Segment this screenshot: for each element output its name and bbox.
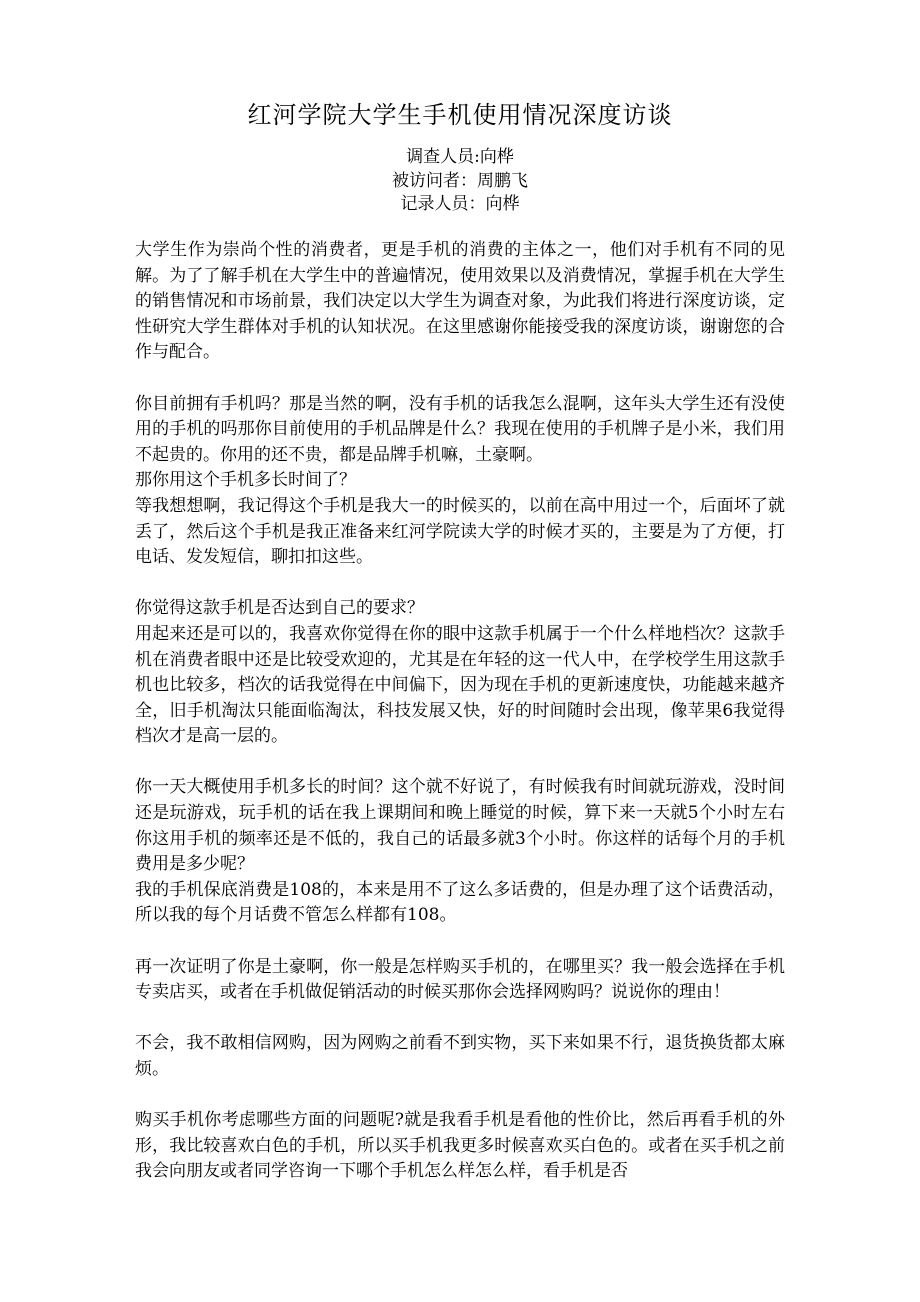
paragraph: 用起来还是可以的，我喜欢你觉得在你的眼中这款手机属于一个什么样地档次？这款手机在消费者眼中还是比较受欢迎的，尤其是在年轻的这一代人中，在学校学生用这款手机也比较多，档次的话我觉得在中间偏下，因为现在手机的更新速度快，功能越来越齐全，旧手机淘汰只能面临淘汰，科技发展又快，好的时间随时会出现，像苹果6我觉得档次才是高一层的。 (135, 623, 785, 747)
page-title: 红河学院大学生手机使用情况深度访谈 (247, 101, 673, 129)
interview-meta (0, 146, 920, 217)
paragraph-gap (135, 1083, 785, 1109)
paragraph: 那你用这个手机多长时间了？ (135, 470, 356, 491)
paragraph: 你目前拥有手机吗？那是当然的啊，没有手机的话我怎么混啊，这年头大学生还有没使用的手机的吗那你目前使用的手机品牌是什么？我现在使用的手机牌子是小米，我们用不起贵的。你用的还不贵，都是品牌手机嘛，土豪啊。 (135, 393, 785, 465)
paragraph-gap (135, 571, 785, 597)
intro-paragraph: 大学生作为崇尚个性的消费者，更是手机的消费的主体之一，他们对手机有不同的见解。为了了解手机在大学生中的普遍情况，使用效果以及消费情况，掌握手机在大学生的销售情况和市场前景，我们决定以大学生为调查对象，为此我们将进行深度访谈，定性研究大学生群体对手机的认知状况。在这里感谢你能接受我的深度访谈，谢谢您的合作与配合。 (135, 240, 785, 363)
recorder-line: 记录人员：向桦 (400, 194, 520, 214)
paragraph: 你觉得这款手机是否达到自己的要求？ (135, 598, 424, 619)
paragraph-gap (135, 750, 785, 776)
paragraph-gap (135, 366, 785, 392)
paragraph: 再一次证明了你是土豪啊，你一般是怎样购买手机的，在哪里买？我一般会选择在手机专卖店买，或者在手机做促销活动的时候买那你会选择网购吗？说说你的理由！ (135, 956, 785, 1003)
paragraph: 等我想想啊，我记得这个手机是我大一的时候买的，以前在高中用过一个，后面坏了就丢了，然后这个手机是我正准备来红河学院读大学的时候才买的，主要是为了方便，打电话、发发短信，聊扣扣这些。 (135, 495, 785, 568)
paragraph: 你一天大概使用手机多长的时间？这个就不好说了，有时候我有时间就玩游戏，没时间还是玩游戏，玩手机的话在我上课期间和晚上睡觉的时候，算下来一天就5个小时左右你这用手机的频率还是不低的，我自己的话最多就3个小时。你这样的话每个月的手机费用是多少呢？ (135, 777, 785, 875)
paragraph: 不会，我不敢相信网购，因为网购之前看不到实物，买下来如果不行，退货换货都太麻烦。 (135, 1033, 785, 1079)
investigator-line: 调查人员:向桦 (406, 147, 514, 167)
interview-body (135, 238, 785, 1185)
paragraph: 购买手机你考虑哪些方面的问题呢?就是我看手机是看他的性价比，然后再看手机的外形，我比较喜欢白色的手机，所以买手机我更多时候喜欢买白色的。或者在买手机之前我会向朋友或者同学咨询一下哪个手机怎么样怎么样，看手机是否 (135, 1110, 785, 1182)
paragraph-gap (135, 929, 785, 955)
interviewee-line: 被访问者：周鹏飞 (392, 170, 528, 191)
paragraph-gap (135, 1006, 785, 1032)
paragraph: 我的手机保底消费是108的，本来是用不了这么多话费的，但是办理了这个话费活动，所以我的每个月话费不管怎么样都有108。 (135, 879, 785, 926)
